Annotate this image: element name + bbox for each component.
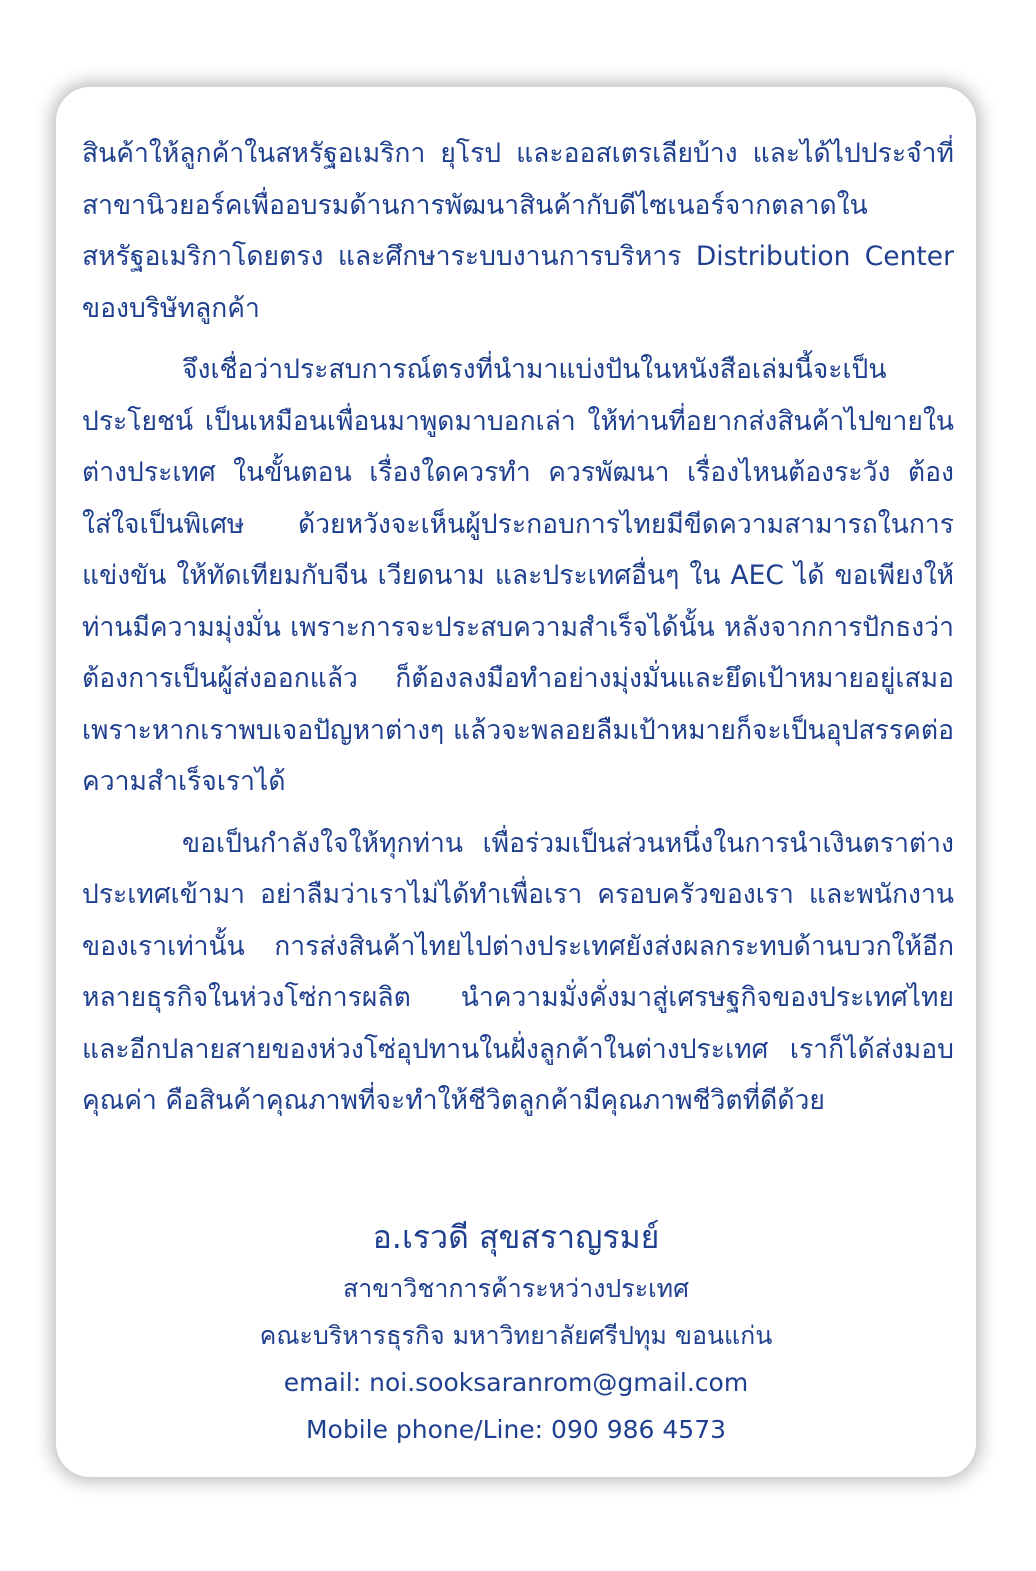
author-name: อ.เรวดี สุขสราญรมย์ bbox=[372, 1218, 660, 1256]
author-phone: Mobile phone/Line: 090 986 4573 bbox=[305, 1415, 727, 1444]
paragraph-1: สินค้าให้ลูกค้าในสหรัฐอเมริกา ยุโรป และออสเตรเลียบ้าง และได้ไปประจำที่สาขานิวยอร์คเพื่ออบรมด้านการพัฒนาสินค้ากับดีไซเนอร์จากตลาดในสหรัฐอเมริกาโดยตรง และศึกษาระบบงานการบริหาร Distribution Center ของบริษัทลูกค้า bbox=[82, 138, 954, 324]
author-email: email: noi.sooksaranrom@gmail.com bbox=[283, 1368, 749, 1397]
paragraph-3: ขอเป็นกำลังใจให้ทุกท่าน เพื่อร่วมเป็นส่วนหนึ่งในการนำเงินตราต่างประเทศเข้ามา อย่าลืมว่าเราไม่ได้ทำเพื่อเรา ครอบครัวของเรา และพนักงานของเราเท่านั้น การส่งสินค้าไทยไปต่างประเทศยังส่งผลกระทบด้านบวกให้อีกหลายธุรกิจในห่วงโซ่การผลิต นำความมั่งคั่งมาสู่เศรษฐกิจของประเทศไทย และอีกปลายสายของห่วงโซ่อุปทานในฝั่งลูกค้าในต่างประเทศ เราก็ได้ส่งมอบคุณค่า คือสินค้าคุณภาพที่จะทำให้ชีวิตลูกค้ามีคุณภาพชีวิตที่ดีด้วย bbox=[82, 827, 954, 1116]
signature-block bbox=[56, 1213, 976, 1453]
author-faculty: คณะบริหารธุรกิจ มหาวิทยาลัยศรีปทุม ขอนแก่น bbox=[259, 1321, 773, 1350]
author-department: สาขาวิชาการค้าระหว่างประเทศ bbox=[342, 1274, 690, 1303]
body-text bbox=[82, 128, 954, 1137]
paragraph-2: จึงเชื่อว่าประสบการณ์ตรงที่นำมาแบ่งปันในหนังสือเล่มนี้จะเป็นประโยชน์ เป็นเหมือนเพื่อนมาพูดมาบอกเล่า ให้ท่านที่อยากส่งสินค้าไปขายในต่างประเทศ ในขั้นตอน เรื่องใดควรทำ ควรพัฒนา เรื่องไหนต้องระวัง ต้องใส่ใจเป็นพิเศษ ด้วยหวังจะเห็นผู้ประกอบการไทยมีขีดความสามารถในการแข่งขัน ให้ทัดเทียมกับจีน เวียดนาม และประเทศอื่นๆ ใน AEC ได้ ขอเพียงให้ท่านมีความมุ่งมั่น เพราะการจะประสบความสำเร็จได้นั้น หลังจากการปักธงว่าต้องการเป็นผู้ส่งออกแล้ว ก็ต้องลงมือทำอย่างมุ่งมั่นและยึดเป้าหมายอยู่เสมอ เพราะหากเราพบเจอปัญหาต่างๆ แล้วจะพลอยลืมเป้าหมายก็จะเป็นอุปสรรคต่อความสำเร็จเราได้ bbox=[82, 354, 954, 797]
